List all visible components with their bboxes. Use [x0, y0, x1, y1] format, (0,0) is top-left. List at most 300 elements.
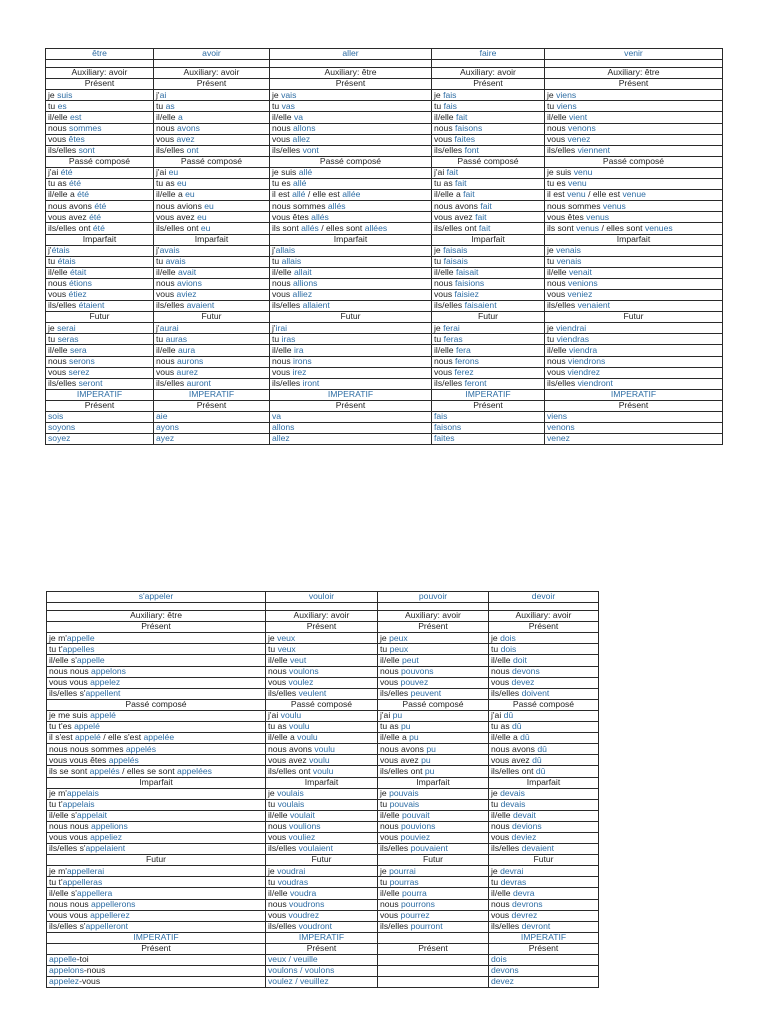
- verb-ending: peut: [401, 654, 419, 665]
- tense-label: Présent: [432, 400, 545, 411]
- auxiliary-label: Auxiliary: avoir: [154, 68, 270, 79]
- spacer-row: [47, 603, 599, 611]
- verb-stem: nous: [434, 123, 456, 133]
- conjugation-row: [46, 123, 723, 134]
- verb-stem: il/elle a: [268, 732, 298, 743]
- conjugation-cell: [489, 710, 599, 721]
- conjugation-cell: [378, 666, 489, 677]
- verb-stem: vous: [156, 134, 177, 144]
- verb-stem: vous vous: [49, 677, 91, 687]
- auxiliary-label: Auxiliary: être: [545, 68, 723, 79]
- conjugation-cell: [432, 267, 545, 278]
- conjugation-cell: [47, 832, 266, 843]
- verb-ending: venu: [568, 178, 587, 189]
- conjugation-cell: [46, 301, 154, 312]
- verb-stem: vous vous: [49, 910, 91, 920]
- verb-ending: avaient: [186, 300, 215, 311]
- conjugation-row: [46, 378, 723, 389]
- conjugation-cell: [46, 90, 154, 101]
- conjugation-cell: [47, 710, 266, 721]
- conjugation-cell: [266, 677, 378, 688]
- imperatif-form: soyons: [48, 422, 76, 433]
- conjugation-cell: [47, 666, 266, 677]
- verb-ending: appelle: [76, 654, 105, 665]
- verb-ending: auront: [186, 378, 211, 389]
- verb-stem: je: [547, 89, 557, 100]
- verb-stem: il/elle s': [49, 654, 77, 665]
- verb-ending: voulu: [280, 710, 302, 721]
- tense-header-row: [46, 156, 723, 167]
- conjugation-cell: [47, 888, 266, 899]
- verb-ending: fait: [463, 189, 475, 200]
- verb-ending: allées: [364, 222, 388, 233]
- verb-stem: je: [272, 89, 282, 100]
- verb-ending: faites: [454, 134, 476, 144]
- tense-label: Imparfait: [47, 777, 266, 788]
- conjugation-cell: [489, 810, 599, 821]
- verb-stem: ils/elles: [272, 145, 303, 156]
- verb-stem: tu: [547, 333, 557, 344]
- verb-stem: tu: [272, 256, 282, 266]
- verb-stem: je: [48, 322, 58, 333]
- verb-ending: été: [77, 189, 90, 200]
- imperatif-cell: [47, 955, 266, 966]
- verb-stem: vous: [434, 367, 455, 377]
- conjugation-row: [47, 799, 599, 810]
- imperatif-cell: [270, 423, 432, 434]
- auxiliary-row: [47, 611, 599, 622]
- verb-ending: eu: [177, 178, 187, 189]
- verb-stem: nous: [272, 356, 294, 366]
- conjugation-cell: [266, 666, 378, 677]
- verb-stem: il/elle: [268, 887, 290, 898]
- spacer-row: [46, 60, 723, 68]
- conjugation-cell: [545, 245, 723, 256]
- conjugation-cell: [432, 378, 545, 389]
- verb-ending: ai: [159, 89, 167, 100]
- tense-label: Futur: [432, 312, 545, 323]
- verb-stem: ils/elles ont: [434, 222, 479, 233]
- verb-ending: vas: [281, 100, 295, 111]
- imperatif-row: [46, 389, 723, 400]
- tense-label: Passé composé: [545, 156, 723, 167]
- conjugation-row: [47, 733, 599, 744]
- verb-stem: nous: [380, 821, 402, 832]
- conjugation-cell: [545, 289, 723, 300]
- verb-stem: tu: [268, 876, 278, 887]
- verb-stem: ils/elles: [491, 921, 522, 932]
- conjugation-row: [47, 688, 599, 699]
- verb-stem: tu as: [156, 178, 178, 189]
- verb-stem: vous: [491, 677, 512, 687]
- verb-stem: ils/elles: [434, 145, 465, 156]
- conjugation-row: [46, 345, 723, 356]
- verb-ending: viendrez: [567, 367, 601, 377]
- imperatif-label: IMPERATIF: [266, 932, 378, 943]
- verb-ending: venions: [568, 278, 598, 289]
- conjugation-cell: [266, 655, 378, 666]
- verb-stem: il/elle: [272, 267, 294, 278]
- auxiliary-label: Auxiliary: avoir: [46, 68, 154, 79]
- verb-stem: ils/elles ont: [380, 765, 425, 776]
- verb-stem: nous nous: [49, 666, 92, 676]
- verb-ending: allés: [327, 200, 346, 211]
- conjugation-cell: [432, 201, 545, 212]
- verb-stem: il/elle: [48, 111, 70, 122]
- verb-stem: vous: [156, 289, 177, 300]
- conjugation-cell: [489, 722, 599, 733]
- conjugation-row: [46, 90, 723, 101]
- verb-stem: nous avons: [434, 200, 481, 211]
- imperatif-label: IMPERATIF: [432, 389, 545, 400]
- verb-stem: il/elle: [268, 810, 290, 821]
- conjugation-cell: [266, 688, 378, 699]
- verb-ending: viendrons: [568, 356, 606, 366]
- verb-stem: ils/elles: [491, 843, 522, 854]
- verb-ending: venons: [568, 123, 596, 133]
- imperatif-cell: [489, 966, 599, 977]
- imperatif-form: faisons: [434, 422, 462, 433]
- verb-ending: devais: [500, 788, 525, 798]
- verb-stem: nous nous sommes: [49, 743, 126, 754]
- conjugation-cell: [266, 821, 378, 832]
- conjugation-cell: [47, 733, 266, 744]
- conjugation-cell: [154, 378, 270, 389]
- verb-stem: je: [434, 89, 444, 100]
- verb-stem: tu: [156, 100, 166, 111]
- verb-ending: feras: [443, 333, 463, 344]
- conjugation-row: [46, 367, 723, 378]
- verb-ending: voulu: [314, 743, 335, 754]
- conjugation-cell: [154, 289, 270, 300]
- verb-ending: été: [69, 178, 81, 189]
- verb-stem: nous avons: [48, 200, 95, 211]
- verb-ending: feront: [464, 378, 487, 389]
- verb-stem: j'ai: [434, 167, 447, 178]
- imperatif-label: IMPERATIF: [545, 389, 723, 400]
- conjugation-cell: [47, 910, 266, 921]
- verb-stem: il/elle: [491, 887, 513, 898]
- verb-stem: tu es: [547, 178, 569, 189]
- verb-stem: il/elle: [547, 344, 569, 355]
- verb-stem: tu as: [491, 721, 513, 732]
- verb-stem: je m': [49, 788, 67, 798]
- conjugation-cell: [545, 134, 723, 145]
- conjugation-row: [46, 101, 723, 112]
- conjugation-cell: [489, 910, 599, 921]
- imperatif-cell: [47, 966, 266, 977]
- conjugation-cell: [378, 888, 489, 899]
- conjugation-cell: [154, 167, 270, 178]
- conjugation-cell: [378, 722, 489, 733]
- conjugation-cell: [545, 112, 723, 123]
- conjugation-cell: [270, 167, 432, 178]
- verb-ending: voulions: [289, 821, 321, 832]
- conjugation-cell: [545, 101, 723, 112]
- verb-ending: aura: [177, 344, 196, 355]
- conjugation-cell: [154, 123, 270, 134]
- verb-ending: dû: [503, 710, 514, 721]
- verb-ending: fais: [443, 100, 457, 111]
- conjugation-row: [46, 112, 723, 123]
- verb-stem: / elles se sont: [119, 765, 178, 776]
- imperatif-form: appelez: [49, 976, 80, 987]
- conjugation-cell: [46, 123, 154, 134]
- verb-stem: vous: [491, 832, 512, 843]
- conjugation-cell: [489, 666, 599, 677]
- verb-ending: voulaient: [298, 843, 333, 854]
- verb-ending: venaient: [577, 300, 611, 311]
- verb-ending: pourront: [410, 921, 443, 932]
- verb-ending: ferez: [454, 367, 474, 377]
- verb-stem: vous: [272, 134, 293, 144]
- conjugation-cell: [432, 223, 545, 234]
- verb-ending: pourrons: [401, 899, 435, 909]
- verb-stem: il/elle: [380, 810, 402, 821]
- conjugation-cell: [378, 710, 489, 721]
- conjugation-cell: [266, 832, 378, 843]
- verb-ending: appelaient: [85, 843, 126, 854]
- conjugation-row: [47, 921, 599, 932]
- verb-stem: vous: [48, 289, 69, 300]
- verb-ending: fait: [478, 222, 491, 233]
- empty-cell: [46, 60, 154, 68]
- conjugation-row: [46, 212, 723, 223]
- verb-stem: il/elle: [434, 267, 456, 278]
- conjugation-cell: [47, 755, 266, 766]
- conjugation-row: [47, 821, 599, 832]
- conjugation-cell: [489, 877, 599, 888]
- conjugation-cell: [46, 245, 154, 256]
- conjugation-row: [46, 301, 723, 312]
- conjugation-cell: [432, 367, 545, 378]
- verb-ending: viendrai: [556, 322, 587, 333]
- verb-ending: pouvaient: [410, 843, 448, 854]
- verb-ending: veulent: [298, 688, 327, 699]
- imperatif-form-row: [46, 423, 723, 434]
- conjugation-row: [46, 167, 723, 178]
- verb-ending: fait: [455, 178, 467, 189]
- conjugation-cell: [46, 267, 154, 278]
- verb-ending: devons: [512, 666, 540, 676]
- verb-ending: pu: [424, 765, 435, 776]
- verb-stem: vous: [272, 289, 293, 300]
- conjugation-cell: [270, 301, 432, 312]
- verb-stem: ils/elles: [156, 378, 187, 389]
- verb-stem: nous avions: [156, 200, 205, 211]
- conjugation-cell: [270, 323, 432, 334]
- conjugation-cell: [270, 112, 432, 123]
- verb-ending: allais: [281, 256, 302, 266]
- verb-name: avoir: [154, 49, 270, 60]
- verb-stem: nous: [547, 356, 569, 366]
- conjugation-cell: [489, 844, 599, 855]
- tense-label: Passé composé: [266, 699, 378, 710]
- verb-stem: ils/elles: [547, 300, 578, 311]
- conjugation-row: [47, 644, 599, 655]
- imperatif-cell: [46, 434, 154, 445]
- imperatif-form: voulez / veuillez: [268, 976, 329, 987]
- verb-ending: voudra: [289, 887, 317, 898]
- verb-ending: veux: [277, 643, 296, 654]
- verb-stem: je m': [49, 865, 67, 876]
- conjugation-row: [46, 245, 723, 256]
- verb-ending: serez: [68, 367, 90, 377]
- verb-stem: j': [272, 245, 276, 255]
- conjugation-cell: [46, 323, 154, 334]
- verb-name: venir: [545, 49, 723, 60]
- conjugation-cell: [378, 755, 489, 766]
- tense-label: Imparfait: [378, 777, 489, 788]
- conjugation-cell: [270, 134, 432, 145]
- verb-ending: devait: [512, 810, 536, 821]
- verb-stem: ils/elles: [268, 921, 299, 932]
- tense-label: Futur: [266, 855, 378, 866]
- imperatif-pronoun: -vous: [79, 976, 101, 987]
- verb-stem: ils/elles: [48, 300, 79, 311]
- tense-label: Futur: [545, 312, 723, 323]
- verb-ending: étiez: [68, 289, 87, 300]
- verb-ending: été: [92, 222, 105, 233]
- verb-stem: vous avez: [48, 211, 90, 222]
- conjugation-cell: [154, 201, 270, 212]
- verb-stem: nous: [547, 123, 569, 133]
- conjugation-row: [47, 877, 599, 888]
- verb-ending: allé: [298, 167, 313, 178]
- conjugation-cell: [266, 799, 378, 810]
- conjugation-cell: [489, 866, 599, 877]
- conjugation-cell: [489, 744, 599, 755]
- empty-cell: [378, 603, 489, 611]
- verb-ending: appelé: [74, 721, 100, 732]
- tense-header-row: [47, 777, 599, 788]
- verb-stem: tu t': [49, 876, 63, 887]
- verb-stem: vous êtes: [272, 211, 312, 222]
- verb-stem: nous: [491, 666, 513, 676]
- tense-label: Passé composé: [46, 156, 154, 167]
- verb-stem: nous sommes: [272, 200, 328, 211]
- conjugation-cell: [489, 633, 599, 644]
- conjugation-cell: [432, 301, 545, 312]
- conjugation-cell: [489, 821, 599, 832]
- imperatif-form-row: [46, 434, 723, 445]
- conjugation-cell: [432, 278, 545, 289]
- verb-ending: avons: [177, 123, 200, 133]
- verb-ending: voulais: [277, 788, 304, 798]
- verb-stem: il/elle s': [49, 810, 77, 821]
- conjugation-cell: [270, 256, 432, 267]
- tense-header-row: [46, 312, 723, 323]
- verb-stem: j'ai: [48, 167, 61, 178]
- verb-stem: nous: [434, 278, 456, 289]
- conjugation-cell: [432, 245, 545, 256]
- verb-ending: venue: [622, 189, 646, 200]
- verb-ending: venus: [602, 200, 626, 211]
- conjugation-cell: [270, 245, 432, 256]
- verb-ending: aurons: [177, 356, 204, 366]
- conjugation-cell: [378, 799, 489, 810]
- imperatif-form: dois: [491, 954, 507, 965]
- verb-ending: est: [69, 111, 82, 122]
- tense-header-row: [47, 699, 599, 710]
- verb-stem: je: [434, 322, 444, 333]
- verb-stem: vous: [380, 832, 401, 843]
- verb-ending: appelés: [108, 754, 139, 765]
- conjugation-cell: [545, 256, 723, 267]
- verb-ending: appellent: [85, 688, 121, 699]
- conjugation-row: [47, 910, 599, 921]
- verb-stem: tu: [434, 256, 444, 266]
- verb-ending: devais: [500, 799, 526, 809]
- verb-ending: deviez: [511, 832, 537, 843]
- imperatif-label: IMPERATIF: [270, 389, 432, 400]
- verb-ending: allait: [293, 267, 312, 278]
- conjugation-row: [47, 832, 599, 843]
- verb-stem: nous avons: [268, 743, 315, 754]
- verb-ending: viendra: [568, 344, 598, 355]
- verb-ending: serai: [57, 322, 76, 333]
- verb-stem: j': [272, 322, 276, 333]
- verb-stem: vous: [48, 367, 69, 377]
- conjugation-cell: [545, 212, 723, 223]
- empty-cell: [545, 60, 723, 68]
- verb-ending: fait: [455, 111, 468, 122]
- conjugation-cell: [154, 134, 270, 145]
- conjugation-cell: [545, 278, 723, 289]
- conjugation-cell: [545, 367, 723, 378]
- verb-stem: vous vous êtes: [49, 754, 109, 765]
- verb-ending: fait: [480, 200, 492, 211]
- verb-stem: j'ai: [156, 167, 169, 178]
- verb-stem: tu: [48, 100, 58, 111]
- verb-ending: suis: [57, 89, 73, 100]
- verb-stem: ils sont: [547, 222, 577, 233]
- conjugation-cell: [47, 810, 266, 821]
- verb-ending: avais: [165, 256, 186, 266]
- verb-ending: devront: [521, 921, 551, 932]
- verb-stem: j': [156, 245, 160, 255]
- verb-ending: allez: [292, 134, 311, 144]
- verb-name: vouloir: [266, 592, 378, 603]
- conjugation-cell: [154, 345, 270, 356]
- verb-stem: j'ai: [268, 710, 281, 721]
- verb-ending: appelés: [89, 765, 120, 776]
- verb-stem: il/elle: [434, 344, 456, 355]
- tense-label: Présent: [47, 622, 266, 633]
- verb-stem: tu: [380, 799, 390, 809]
- verb-stem: il/elle: [434, 111, 456, 122]
- verb-stem: tu: [272, 100, 282, 111]
- conjugation-cell: [432, 145, 545, 156]
- verb-stem: tu: [156, 333, 166, 344]
- verb-ending: dû: [535, 765, 546, 776]
- verb-ending: ferai: [443, 322, 460, 333]
- verb-table-1: [45, 48, 723, 445]
- verb-ending: devions: [512, 821, 542, 832]
- verb-stem: nous: [434, 356, 456, 366]
- tense-label: Passé composé: [378, 699, 489, 710]
- verb-stem: vous avez: [491, 754, 533, 765]
- conjugation-row: [47, 677, 599, 688]
- conjugation-cell: [545, 345, 723, 356]
- conjugation-cell: [432, 212, 545, 223]
- conjugation-cell: [378, 677, 489, 688]
- conjugation-cell: [489, 788, 599, 799]
- imperatif-cell: [489, 977, 599, 988]
- conjugation-cell: [378, 866, 489, 877]
- conjugation-cell: [266, 810, 378, 821]
- conjugation-cell: [270, 123, 432, 134]
